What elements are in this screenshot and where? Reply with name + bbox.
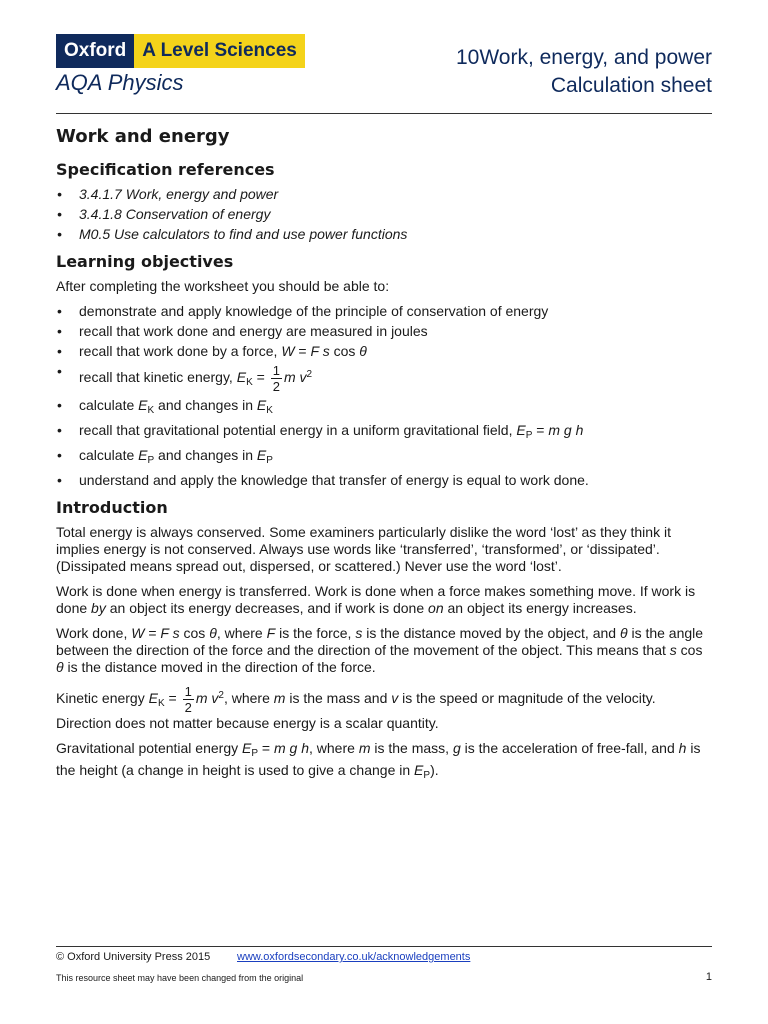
header-divider bbox=[56, 113, 712, 114]
list-item: • demonstrate and apply knowledge of the principle of conservation of energy bbox=[56, 303, 712, 320]
sheet-title-line2: Calculation sheet bbox=[550, 74, 712, 97]
list-item: • recall that gravitational potential energy in a uniform gravitational field, $E_P = m$ g h bbox=[56, 422, 712, 444]
list-item: • understand and apply the knowledge that transfer of energy is equal to work done. bbox=[56, 472, 712, 489]
page-title: Work and energy bbox=[56, 126, 230, 147]
list-item: • 3.4.1.8 Conservation of energy bbox=[56, 206, 712, 223]
intro-paragraph-3: Work done, W = F s cos θ, where F is the force, s is the distance moved by the object, and θ is the angle between the direction of the force and the direction of the movement of the object. This means that s cos θ is the distance moved in the direction of the force. bbox=[56, 625, 704, 675]
intro-paragraph-2: Work is done when energy is transferred. Work is done when a force makes something move. If work is done by an object its energy decreases, and if work is done on an object its energy increases. bbox=[56, 583, 696, 616]
main-content bbox=[56, 128, 712, 792]
intro-paragraph-4: Kinetic energy $E_K$ = $\frac{1}{2}$ m $v^2$, where m is the mass and v is the speed or magnitude of the velocity. Direction does not matter because energy is a scalar quantity. bbox=[56, 684, 656, 731]
objectives-list bbox=[56, 303, 712, 489]
footer-divider bbox=[56, 946, 712, 947]
list-item: • recall that kinetic energy, $E_K$ = $\frac{1}{2}$ m $v^2$ bbox=[56, 363, 712, 394]
logo-sciences-text: A Level Sciences bbox=[134, 34, 305, 68]
oxford-logo bbox=[56, 34, 305, 68]
logo-oxford-text: Oxford bbox=[56, 34, 134, 68]
copyright-text: © Oxford University Press 2015 bbox=[56, 951, 211, 963]
list-item: • 3.4.1.7 Work, energy and power bbox=[56, 186, 712, 203]
list-item: • recall that work done by a force, W = F s cos θ bbox=[56, 343, 712, 360]
page-number: 1 bbox=[705, 971, 712, 983]
spec-heading: Specification references bbox=[56, 160, 275, 179]
subject-title: AQA Physics bbox=[56, 70, 184, 95]
sheet-title bbox=[456, 44, 712, 100]
spec-list bbox=[56, 186, 712, 243]
intro-paragraph-5: Gravitational potential energy $E_P = m$ g h, where m is the mass, g is the acceleration of free-fall, and h is the height (a change in height is used to give a change in $E_P$). bbox=[56, 740, 701, 781]
list-item: • calculate $E_K$ and changes in $E_K$ bbox=[56, 397, 712, 419]
intro-heading: Introduction bbox=[56, 498, 168, 517]
sheet-title-line1: 10Work, energy, and power bbox=[455, 46, 712, 69]
list-item: • M0.5 Use calculators to find and use power functions bbox=[56, 226, 712, 243]
intro-paragraph-1: Total energy is always conserved. Some examiners particularly dislike the word ‘lost’ as they think it implies energy is not conserved. Always use words like ‘transferred’, ‘transformed’, or ‘dissipated’. (Dissipated means spread out, dispersed, or scattered.) Never use the word ‘lost’. bbox=[56, 524, 671, 574]
list-item: • recall that work done and energy are measured in joules bbox=[56, 323, 712, 340]
footer-note: This resource sheet may have been changed from the original bbox=[56, 973, 304, 983]
objectives-intro: After completing the worksheet you should be able to: bbox=[56, 278, 390, 294]
acknowledgements-link[interactable]: www.oxfordsecondary.co.uk/acknowledgements bbox=[237, 951, 471, 963]
objectives-heading: Learning objectives bbox=[56, 252, 234, 271]
list-item: • calculate $E_P$ and changes in $E_P$ bbox=[56, 447, 712, 469]
